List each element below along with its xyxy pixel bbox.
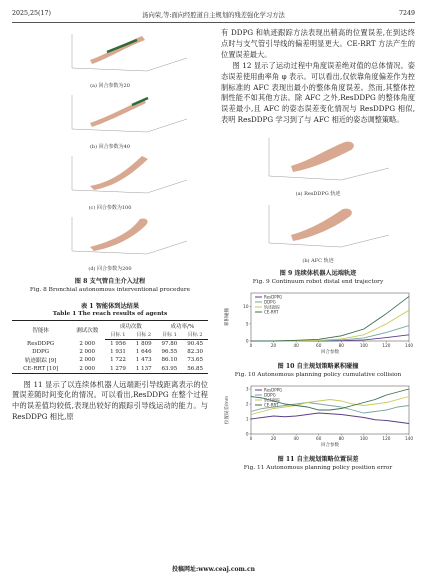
results-table — [12, 320, 208, 374]
figure9-subcaption-a: (a) ResDDPG 轨迹 — [295, 191, 341, 198]
x-tick-label: 100 — [359, 343, 368, 349]
header-rate-t1: 目标 1 — [157, 331, 183, 340]
legend-label: 轨迹跟踪 — [264, 304, 280, 310]
cell-count-1: 1 722 — [110, 357, 126, 364]
cell-count-2: 1 809 — [135, 340, 152, 347]
trajectory-3d-plot-a — [221, 130, 415, 190]
figure8-panel-d — [12, 211, 208, 272]
y-tick-label: 1 — [245, 416, 249, 422]
figure9-subcaption-b: (b) AFC 轨迹 — [302, 258, 334, 265]
legend-label: DDPG — [264, 299, 276, 305]
x-tick-label: 40 — [293, 436, 299, 442]
x-tick-label: 40 — [293, 343, 299, 349]
cell-count-1: 1 956 — [110, 340, 126, 347]
cell-rate-1: 96.55 — [161, 348, 178, 355]
cell-agent: ResDDPG — [27, 340, 55, 347]
y-tick-label: 10 — [243, 304, 249, 310]
cell-agent: 轨迹跟踪 [9] — [24, 358, 57, 365]
figure10-caption-en: Fig. 10 Autonomous planning policy cumulative collision — [234, 372, 402, 379]
cell-agent: CE-RRT [10] — [12, 365, 69, 373]
cell-rate-2: 90.45 — [187, 340, 203, 347]
table-row — [12, 340, 208, 348]
y-tick-label: 5 — [245, 321, 249, 327]
cell-count-2: 1 473 — [135, 357, 152, 364]
cell-count-1: 1 279 — [105, 365, 131, 373]
cell-count-2: 1 646 — [135, 348, 152, 355]
cell-count-2: 1 137 — [131, 365, 157, 373]
legend-label: 轨迹跟踪 — [264, 397, 280, 403]
x-tick-label: 140 — [405, 343, 413, 349]
cell-tests: 2 000 — [69, 365, 105, 373]
robot-3d-plot-a — [12, 28, 208, 82]
cell-count-1: 1 931 — [110, 348, 126, 355]
journal-issue: 2025,25(17) — [12, 10, 51, 17]
series-line — [251, 326, 409, 341]
position-error-line-chart — [221, 382, 415, 450]
table1-caption-zh: 表 1 智能体到达结果 — [80, 303, 140, 310]
y-axis-label: 位置误差/mm — [225, 396, 230, 425]
robot-3d-plot-c — [12, 150, 208, 204]
series-line — [251, 413, 409, 424]
figure9-panel-b — [221, 197, 415, 264]
robot-3d-plot-b — [12, 89, 208, 143]
y-tick-label: 0 — [245, 338, 249, 344]
y-tick-label: 0 — [245, 431, 249, 437]
header-success-count: 成功次数 — [105, 321, 156, 331]
header-tests: 测试次数 — [69, 321, 105, 340]
x-tick-label: 120 — [382, 436, 391, 442]
cell-rate-1: 86.10 — [161, 357, 178, 364]
header-rule — [12, 22, 415, 23]
x-tick-label: 0 — [249, 343, 253, 349]
figure11-caption-zh: 图 11 自主规划策略位置误差 — [277, 456, 359, 464]
x-tick-label: 80 — [338, 436, 344, 442]
figure8-caption-zh: 图 8 支气管自主介入过程 — [74, 278, 146, 285]
figure9-caption-en: Fig. 9 Continuum robot distal end trajectory — [252, 279, 384, 286]
figure11-caption-en: Fig. 11 Autonomous planning policy position error — [243, 465, 393, 472]
right-column — [221, 28, 415, 471]
cell-rate-1: 97.80 — [161, 340, 178, 347]
cell-rate-2: 73.65 — [187, 357, 203, 364]
cell-rate-1: 63.95 — [157, 365, 183, 373]
x-tick-label: 20 — [270, 343, 277, 349]
figure8-panel-b — [12, 89, 208, 150]
cell-agent: DDPG — [32, 348, 50, 355]
robot-3d-plot-d — [12, 211, 208, 265]
legend-label: ResDPPG — [264, 294, 283, 300]
x-tick-label: 60 — [316, 436, 322, 442]
legend-label: DDPG — [264, 392, 276, 398]
x-tick-label: 100 — [359, 436, 368, 442]
left-body-paragraph: 图 11 显示了以连续体机器人远端距引导线距离表示的位置误差随时间变化的情况。可以看出,ResDDPG 在整个过程中的误差值均较低,表现出较好的跟踪引导线运动的能力。与 ResDDPG 相比,原 — [12, 379, 208, 422]
y-tick-label: 2 — [245, 401, 249, 407]
figure8-caption-en: Fig. 8 Bronchial autonomous interventional procedure — [29, 287, 191, 293]
y-axis-label: 累积碰撞 — [225, 308, 230, 327]
header-count-t2: 目标 2 — [131, 331, 157, 340]
x-tick-label: 0 — [249, 436, 253, 442]
cell-rate-2: 82.30 — [187, 348, 203, 355]
x-axis-label: 回合参数 — [321, 350, 339, 356]
figure8-subcaption-a: (a) 回合参数为20 — [90, 83, 130, 89]
legend-label: CE-RRT — [264, 309, 279, 315]
header-agent: 智能体 — [12, 321, 69, 340]
article-running-title: 汤向荣,等:面向经腔道自主规划的残差强化学习方法 — [142, 12, 285, 19]
legend-label: ResDPPG — [264, 387, 283, 393]
figure8-subcaption-c: (c) 回合参数为100 — [88, 205, 132, 211]
left-column — [12, 28, 208, 423]
y-tick-label: 3 — [245, 386, 249, 392]
legend-label: CE-RRT — [264, 402, 279, 408]
right-body-paragraph-1: 有 DDPG 和轨迹跟踪方法表现出稍高的位置误差,在到达终点时与支气管引导线的偏差明显更大。CE-RRT 方法产生的位置误差最大。 — [221, 28, 415, 59]
cell-tests: 2 000 — [79, 348, 96, 355]
x-axis-label: 回合参数 — [321, 443, 339, 449]
right-body-paragraph-2: 图 12 显示了运动过程中角度误差绝对值的总体情况。姿态误差使用曲率角 φ 表示。可以看出,仅依靠角度偏差作为控制标准的 AFC 表现出最小的整体角度误差。然而,其整体控制性能不如其他方法。除 AFC 之外,ResDDPG 的整体角度误差最小,且 AFC 的姿态误差变化情况与 ResDDPG 相似,表明 ResDDPG 学习到了与 AFC 相近的姿态调整策略。 — [221, 60, 415, 125]
figure9-panel-a — [221, 130, 415, 197]
footer-url: 投稿网址:www.ceaj.com.cn — [172, 566, 255, 573]
figure10-caption-zh: 图 10 自主规划策略累积碰撞 — [277, 363, 359, 371]
figure8-panel-c — [12, 150, 208, 211]
page-number: 7249 — [398, 10, 415, 17]
figure8-subcaption-b: (b) 回合参数为40 — [89, 144, 131, 150]
cell-tests: 2 000 — [79, 357, 96, 364]
x-tick-label: 20 — [270, 436, 277, 442]
header-rate-t2: 目标 2 — [182, 331, 208, 340]
table-row — [12, 355, 208, 365]
figure8-subcaption-d: (d) 回合参数为200 — [88, 266, 132, 272]
collision-line-chart — [221, 289, 415, 357]
x-tick-label: 140 — [405, 436, 413, 442]
x-tick-label: 80 — [338, 343, 344, 349]
cell-rate-2: 56.85 — [182, 365, 208, 373]
figure9-caption-zh: 图 9 连续体机器人远端轨迹 — [279, 270, 357, 278]
table-row — [12, 348, 208, 356]
header-success-rate: 成功率/% — [157, 321, 208, 331]
header-count-t1: 目标 1 — [105, 331, 131, 340]
figure8-panel-a — [12, 28, 208, 89]
running-header — [12, 10, 415, 22]
x-tick-label: 60 — [316, 343, 322, 349]
cell-tests: 2 000 — [79, 340, 96, 347]
table1-caption-en: Table 1 The reach results of agents — [52, 311, 168, 317]
x-tick-label: 120 — [382, 343, 391, 349]
trajectory-3d-plot-b — [221, 197, 415, 257]
table-row — [12, 365, 208, 373]
